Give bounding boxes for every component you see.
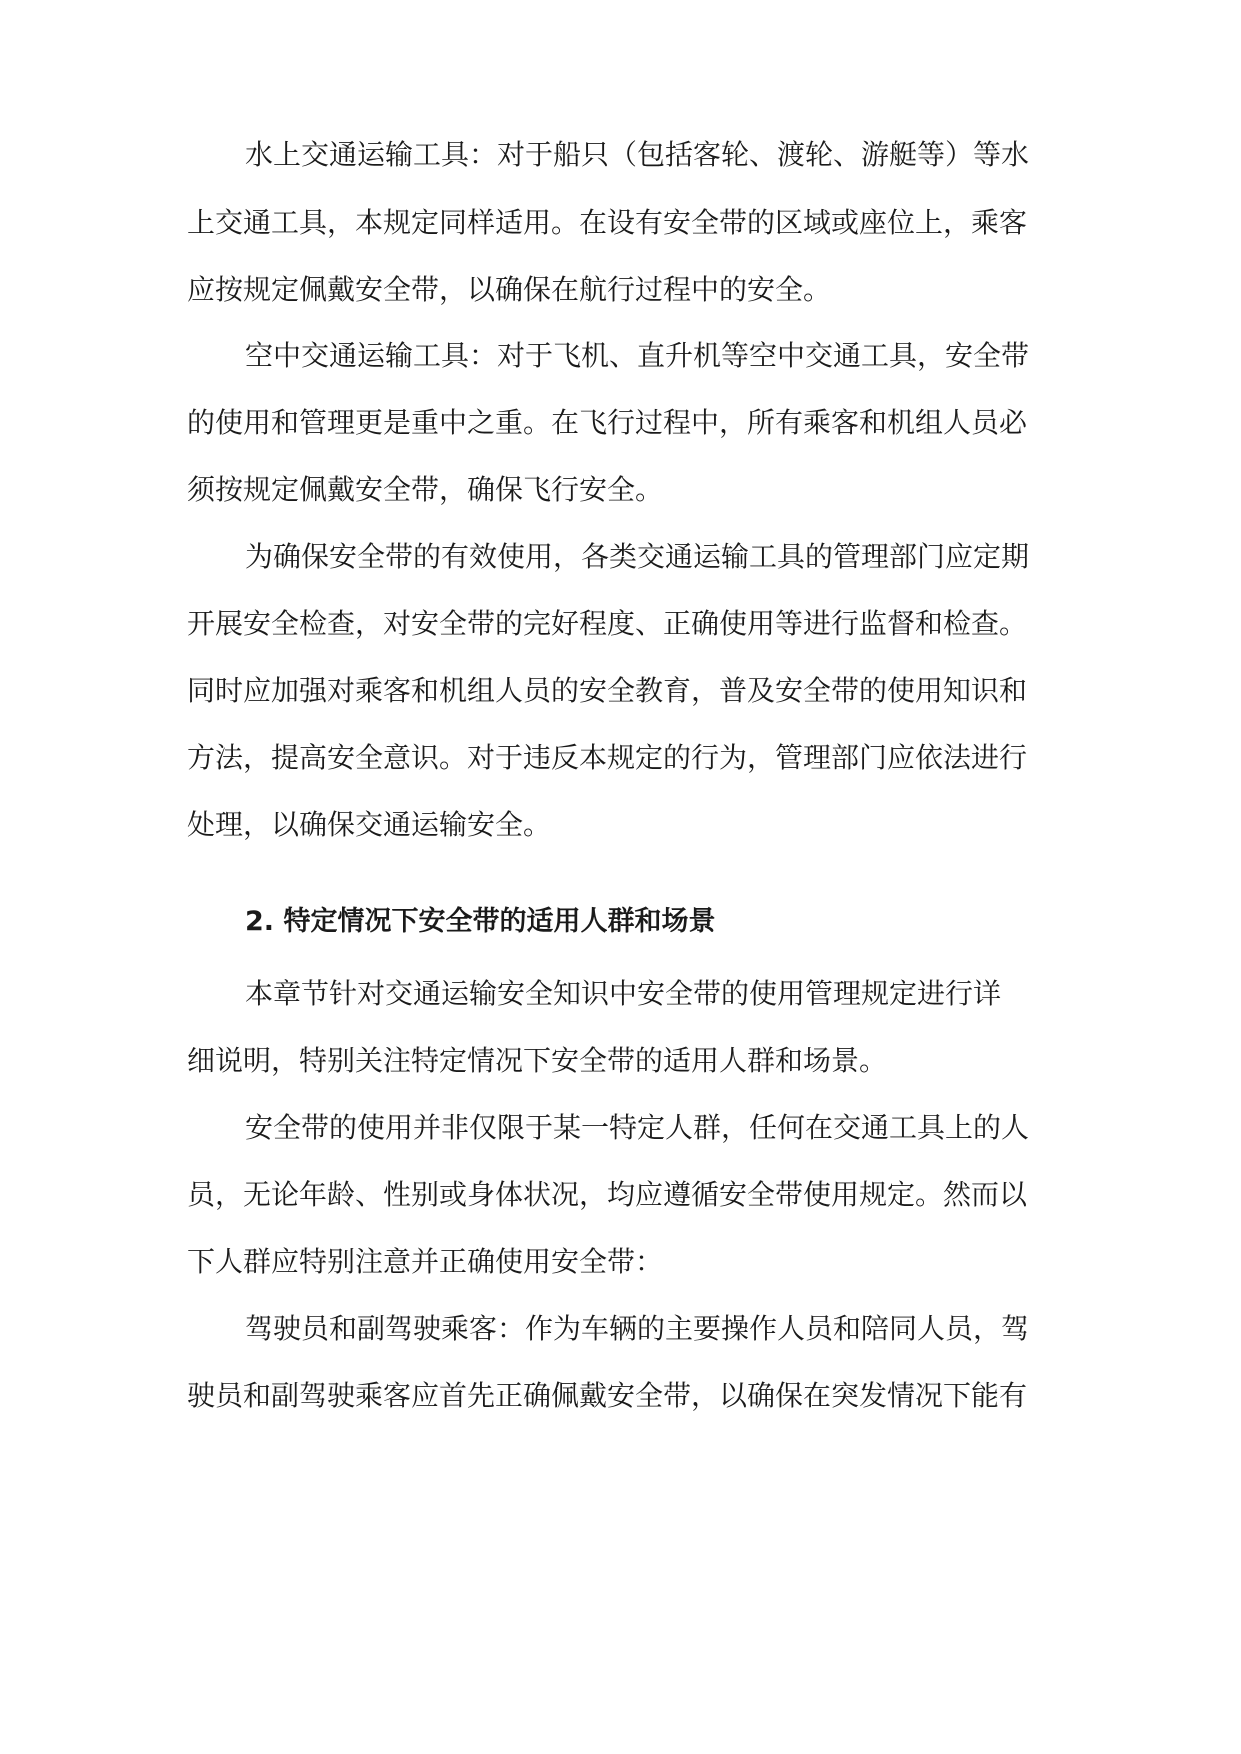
paragraph-intro-line-1: 本章节针对交通运输安全知识中安全带的使用管理规定进行详 <box>245 977 1002 1010</box>
paragraph-air-line-3: 须按规定佩戴安全带，确保飞行安全。 <box>187 473 664 506</box>
paragraph-management-line-5: 处理，以确保交通运输安全。 <box>187 808 552 841</box>
section-heading: 2. 特定情况下安全带的适用人群和场景 <box>245 906 716 937</box>
paragraph-management-line-3: 同时应加强对乘客和机组人员的安全教育，普及安全带的使用知识和 <box>187 674 1028 707</box>
paragraph-intro-line-2: 细说明，特别关注特定情况下安全带的适用人群和场景。 <box>187 1044 888 1077</box>
paragraph-water-line-2: 上交通工具，本规定同样适用。在设有安全带的区域或座位上，乘客 <box>187 206 1028 239</box>
paragraph-drivers-line-2: 驶员和副驾驶乘客应首先正确佩戴安全带，以确保在突发情况下能有 <box>187 1379 1028 1412</box>
paragraph-scope-line-2: 员，无论年龄、性别或身体状况，均应遵循安全带使用规定。然而以 <box>187 1178 1028 1211</box>
paragraph-water-line-3: 应按规定佩戴安全带，以确保在航行过程中的安全。 <box>187 273 832 306</box>
paragraph-air-line-2: 的使用和管理更是重中之重。在飞行过程中，所有乘客和机组人员必 <box>187 406 1028 439</box>
paragraph-scope-line-1: 安全带的使用并非仅限于某一特定人群，任何在交通工具上的人 <box>245 1111 1030 1144</box>
paragraph-drivers-line-1: 驾驶员和副驾驶乘客：作为车辆的主要操作人员和陪同人员，驾 <box>245 1312 1030 1345</box>
paragraph-air-line-1: 空中交通运输工具：对于飞机、直升机等空中交通工具，安全带 <box>245 339 1030 372</box>
paragraph-scope-line-3: 下人群应特别注意并正确使用安全带： <box>187 1245 664 1278</box>
paragraph-water-line-1: 水上交通运输工具：对于船只（包括客轮、渡轮、游艇等）等水 <box>245 138 1030 171</box>
paragraph-management-line-2: 开展安全检查，对安全带的完好程度、正确使用等进行监督和检查。 <box>187 607 1028 640</box>
paragraph-management-line-4: 方法，提高安全意识。对于违反本规定的行为，管理部门应依法进行 <box>187 741 1028 774</box>
paragraph-management-line-1: 为确保安全带的有效使用，各类交通运输工具的管理部门应定期 <box>245 540 1030 573</box>
